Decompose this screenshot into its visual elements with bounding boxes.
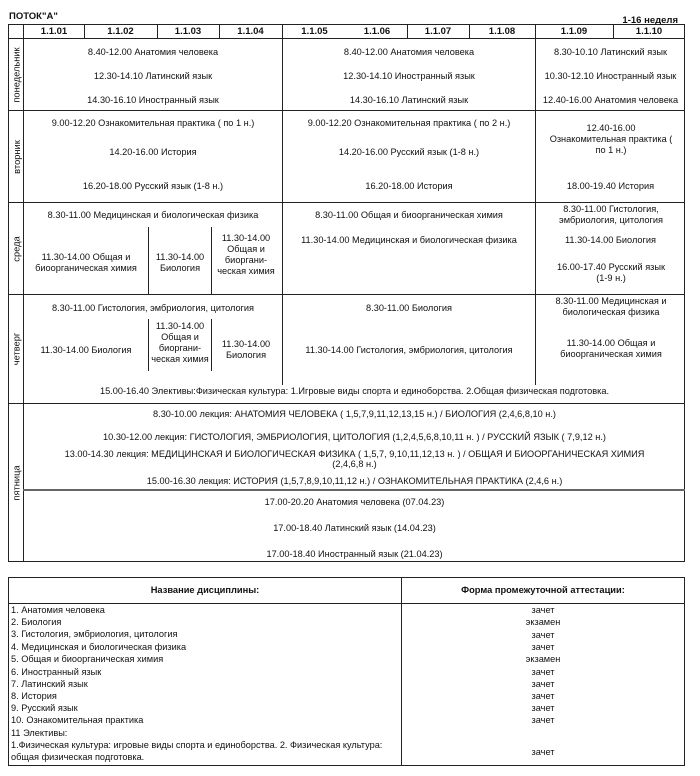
- lesson: 18.00-19.40 История: [566, 181, 655, 191]
- lecture: (2,4,6,8 н.): [332, 459, 377, 469]
- divider: [9, 110, 685, 111]
- extra-lesson: 17.00-20.20 Анатомия человека (07.04.23): [264, 497, 445, 507]
- divider: [219, 25, 220, 38]
- lesson: 14.20-16.00 Русский язык (1-8 н.): [338, 147, 480, 157]
- lesson: 8.40-12.00 Анатомия человека: [343, 47, 475, 57]
- group-header-1.1.06: 1.1.06: [363, 26, 391, 37]
- divider: [407, 25, 408, 38]
- divider: [84, 25, 85, 38]
- lesson: 11.30-14.00 Общая и биоорганическая химия: [35, 252, 137, 273]
- lesson: 8.30-11.00 Гистология, эмбриология, цитология: [51, 303, 255, 313]
- lesson: 11.30-14.00 Общая и биоргани-ческая химия: [217, 233, 275, 276]
- lesson: 9.00-12.20 Ознакомительная практика ( по 1 н.): [51, 118, 255, 128]
- lecture: 8.30-10.00 лекция: АНАТОМИЯ ЧЕЛОВЕКА ( 1,5,7,9,11,12,13,15 н.) / БИОЛОГИЯ (2,4,6,8,10 н.): [153, 409, 556, 419]
- attestation-form: зачет: [531, 703, 555, 713]
- group-header-1.1.10: 1.1.10: [635, 26, 663, 37]
- schedule-table: [8, 24, 685, 562]
- discipline-name: 3. Гистология, эмбриология, цитология: [11, 629, 178, 639]
- lesson: 16.20-18.00 Русский язык (1-8 н.): [82, 181, 224, 191]
- lesson: 8.30-10.10 Латинский язык: [553, 47, 668, 57]
- attestation-form: зачет: [531, 679, 555, 689]
- lesson: 8.30-11.00 Медицинская и биологическая физика: [47, 210, 259, 220]
- divider: [613, 25, 614, 38]
- attestation-form: зачет: [531, 605, 555, 615]
- discipline-name: 6. Иностранный язык: [11, 667, 102, 677]
- lecture: 10.30-12.00 лекция: ГИСТОЛОГИЯ, ЭМБРИОЛОГИЯ, ЦИТОЛОГИЯ (1,2,4,5,6,8,10,11 н. ) / РУССКИЙ ЯЗЫК ( 7,9,12 н.): [103, 432, 606, 442]
- lesson: 14.30-16.10 Иностранный язык: [87, 95, 219, 105]
- extra-lesson: 17.00-18.40 Иностранный язык (21.04.23): [266, 549, 443, 559]
- lesson: 14.30-16.10 Латинский язык: [349, 95, 469, 105]
- lesson: 11.30-14.00 Биология: [155, 252, 205, 273]
- divider: [9, 38, 685, 39]
- attestation-table: [8, 577, 685, 766]
- lesson: 11.30-14.00 Медицинская и биологическая физика: [301, 235, 517, 245]
- attestation-form: экзамен: [525, 654, 561, 664]
- discipline-name: 9. Русский язык: [11, 703, 78, 713]
- lesson: 11.30-14.00 Общая и биоорганическая химия: [560, 338, 662, 359]
- lesson: 8.30-11.00 Биология: [366, 303, 452, 313]
- divider: [469, 25, 470, 38]
- divider: [9, 403, 685, 404]
- discipline-name: 10. Ознакомительная практика: [11, 715, 144, 725]
- group-header-1.1.01: 1.1.01: [40, 26, 68, 37]
- extra-lesson: 17.00-18.40 Латинский язык (14.04.23): [273, 523, 436, 533]
- lesson: 8.30-11.00 Общая и биоорганическая химия: [315, 210, 503, 220]
- lesson: 8.30-11.00 Гистология, эмбриология, цитология: [559, 204, 663, 225]
- lesson: 12.40-16.00 Ознакомительная практика ( по 1 н.): [549, 123, 673, 155]
- day-label-monday: понедельник: [11, 46, 22, 103]
- lesson: 12.40-16.00 Анатомия человека: [542, 95, 679, 105]
- group-header-1.1.02: 1.1.02: [107, 26, 134, 37]
- divider: [211, 319, 212, 371]
- electives-title: 11 Элективы:: [11, 728, 68, 738]
- divider: [211, 227, 212, 294]
- attestation-form: зачет: [531, 691, 555, 701]
- electives-line: 1.Физическая культура: игровые виды спорта и единоборства. 2. Физическая культура:: [11, 740, 383, 750]
- discipline-name: 5. Общая и биоорганическая химия: [11, 654, 164, 664]
- week-range: 1-16 неделя: [622, 15, 678, 26]
- discipline-name: 2. Биология: [11, 617, 62, 627]
- attestation-form: зачет: [531, 747, 555, 757]
- lesson: 11.30-14.00 Биология: [221, 339, 271, 360]
- lesson: 11.30-14.00 Гистология, эмбриология, цитология: [305, 345, 513, 355]
- lesson: 9.00-12.20 Ознакомительная практика ( по 2 н.): [307, 118, 511, 128]
- electives: 15.00-16.40 Элективы:Физическая культура: 1.Игровые виды спорта и единоборства. 2.Общая физическая подготовка.: [99, 386, 610, 396]
- group-header-1.1.08: 1.1.08: [488, 26, 516, 37]
- lecture: 13.00-14.30 лекция: МЕДИЦИНСКАЯ И БИОЛОГИЧЕСКАЯ ФИЗИКА ( 1,5,7, 9,10,11,12,13 н. ) / ОБЩАЯ И БИООРГАНИЧЕСКАЯ ХИМИЯ: [64, 449, 645, 459]
- lesson: 11.30-14.00 Биология: [40, 345, 132, 355]
- discipline-name: 4. Медицинская и биологическая физика: [11, 642, 187, 652]
- group-header-1.1.03: 1.1.03: [174, 26, 202, 37]
- day-label-tuesday: вторник: [11, 139, 22, 174]
- attestation-form: зачет: [531, 642, 555, 652]
- lesson: 8.40-12.00 Анатомия человека: [87, 47, 219, 57]
- stream-title: ПОТОК"А": [9, 11, 58, 22]
- lesson: 12.30-14.10 Иностранный язык: [343, 71, 475, 81]
- discipline-name: 7. Латинский язык: [11, 679, 88, 689]
- lecture: 15.00-16.30 лекция: ИСТОРИЯ (1,5,7,8,9,10,11,12 н.) / ОЗНАКОМИТЕЛЬНАЯ ПРАКТИКА (2,4,6 н.): [146, 476, 563, 486]
- lesson: 16.20-18.00 История: [365, 181, 453, 191]
- attestation-form: зачет: [531, 715, 555, 725]
- divider: [148, 227, 149, 294]
- day-label-wednesday: среда: [11, 235, 22, 262]
- discipline-name: 1. Анатомия человека: [11, 605, 105, 615]
- divider: [9, 202, 685, 203]
- group-header-1.1.07: 1.1.07: [424, 26, 452, 37]
- column-header-form: Форма промежуточной аттестации:: [461, 585, 625, 595]
- group-header-1.1.09: 1.1.09: [560, 26, 588, 37]
- attestation-form: экзамен: [525, 617, 561, 627]
- electives-line: общая физическая подготовка.: [11, 752, 145, 762]
- group-header-1.1.05: 1.1.05: [301, 26, 328, 37]
- lesson: 16.00-17.40 Русский язык (1-9 н.): [556, 262, 666, 283]
- lesson: 11.30-14.00 Биология: [564, 235, 656, 245]
- divider: [157, 25, 158, 38]
- divider: [148, 319, 149, 371]
- group-header-1.1.04: 1.1.04: [237, 26, 264, 37]
- divider: [9, 294, 685, 295]
- attestation-form: зачет: [531, 667, 555, 677]
- attestation-form: зачет: [531, 630, 555, 640]
- lesson: 8.30-11.00 Медицинская и биологическая физика: [555, 296, 667, 317]
- discipline-name: 8. История: [11, 691, 57, 701]
- divider: [23, 489, 685, 491]
- lesson: 14.20-16.00 История: [109, 147, 197, 157]
- lesson: 12.30-14.10 Латинский язык: [93, 71, 213, 81]
- column-header-discipline: Название дисциплины:: [150, 585, 260, 595]
- day-label-thursday: четверг: [11, 332, 22, 366]
- lesson: 10.30-12.10 Иностранный язык: [544, 71, 677, 81]
- lesson: 11.30-14.00 Общая и биоргани-ческая химия: [151, 321, 209, 364]
- day-label-friday: пятница: [11, 464, 22, 501]
